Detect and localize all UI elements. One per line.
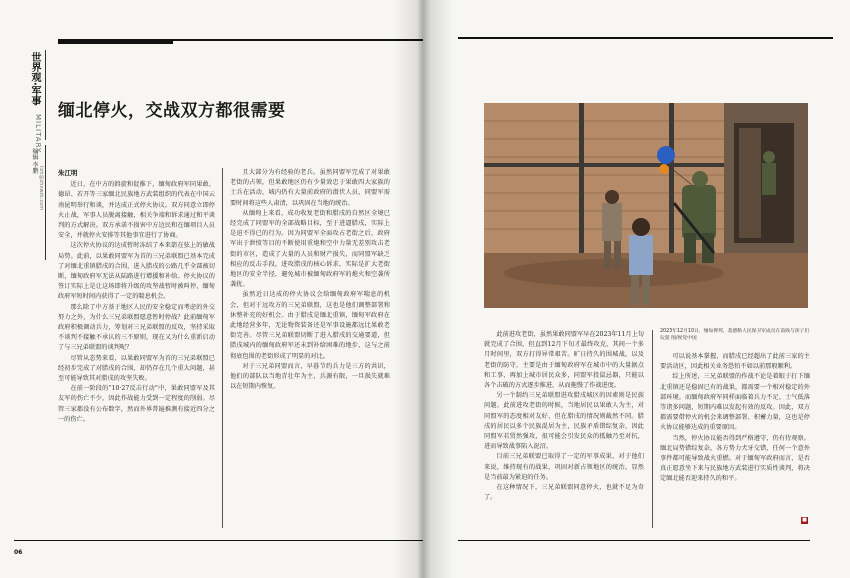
article-photo xyxy=(484,103,808,308)
col3-paragraphs xyxy=(484,330,644,503)
paragraph: 对于三兄弟同盟而言，早暮节约兵力是三方的共识，他们的部队以当地青壮年为主，兵源有限，一旦损失就难以在短期内恢复。 xyxy=(230,362,390,391)
col2-paragraphs xyxy=(230,168,390,392)
section-label-en: MILITARY xyxy=(34,114,42,154)
sidebar-divider-2 xyxy=(45,145,46,260)
page-number: 06 xyxy=(14,549,23,556)
paragraph: 近日，在中方的斡旋和促推下，缅甸政府军同果敢、德昂、若开等三家缅北民族地方武装组织的代表在中国云南昆明举行和谈，并达成正式停火协议。双方同意立即停火止战，军事人员脱离接触，相关争端和诉求通过和平谈判的方式解决。双方承诺不损害中方边民和在缅项目人员安全，并就停火安排等其他事宜进行了协商。 xyxy=(58,181,215,240)
section-label: 世界观·军事 xyxy=(29,52,40,106)
paragraph: 从缅甸上来看，成功收复老街和腊戌的自然区全境已经完成了同盟军的全部战略目标，至于进逼腊戌，实际上是迫不得已的行为。因为同盟军全面攻占老街之后，政府军出于泄愤等目的不断使用重炮和空中力量无差别攻击老街的市区，造成了大量的人员和财产损失，而同盟军缺乏相应的反击手段，进攻腊戌的核心诉求，实际是扩大老街地区的安全半径，避免城市被缅甸政府军的炮火和空袭所袭扰。 xyxy=(230,209,390,289)
photo-caption: 2023年12月10日，缅甸掸邦，基德勒人民保卫军成员在前线与孩子们玩耍 图/视觉中国 xyxy=(660,329,810,341)
text-column-3 xyxy=(484,330,644,530)
paragraph: 此前进攻老街，虽然果敢同盟军早在2023年11月上旬就完成了合围，但直到12月下旬才最终攻克，其间一个多月时间里，双方打得异常艰苦。旷日持久的围城战，以及老街的防守，主要是由于缅甸政府军在城市中的大量据点和工事，再加上城市居民众多，同盟军投鼠忌器，只能以各个击破的方式逐步推进，从而拖慢了作战进度。 xyxy=(484,331,644,390)
left-page xyxy=(0,0,423,578)
paragraph: 在这种情况下，三兄弟联盟同意停火，也就不足为奇了。 xyxy=(484,484,644,502)
top-rule-accent xyxy=(58,41,173,44)
text-column-2 xyxy=(230,168,390,528)
editor-credit xyxy=(30,148,44,211)
column-divider-right xyxy=(652,330,653,528)
article-end-mark: ■ xyxy=(802,517,807,523)
paragraph: 另一个制约三兄弟联盟进攻腊戌城区的因素则是民族问题。此前进攻老街的时候，当地居民以果敢人为主，对同盟军的态度相对友好，但在腊戌的情况则截然不同。腊戌的居民以多个民族混居为主，民族矛盾错综复杂，因此同盟军若贸然强攻，很可能会引发民众的抵触乃至对抗，进而导致战事陷入泥沼。 xyxy=(484,392,644,451)
paragraph: 目前三兄弟联盟已取得了一定的军事成果，对于他们来说，维持现有的战果，巩固对新占领地区的统治，显然是当前最为紧迫的任务。 xyxy=(484,453,644,481)
paragraph: 且大部分为有经验的老兵。虽然同盟军完成了对果敢老街的占领，但果敢地区仍有少量效忠于果敢四大家族的士兵在活动，城内仍有大量前政府的潜伏人员，同盟军需要时间将这些人肃清，以巩固在当地的统治。 xyxy=(230,169,390,207)
paragraph: 尽管从态势来看，以果敢同盟军为首的三兄弟联盟已经初步完成了对腊戌的合围，却仍存在几个重大问题，甚至可能导致其对腊戌的攻坚失败。 xyxy=(58,354,215,383)
section-sidebar xyxy=(28,52,44,154)
paragraph: 可以说基本掌握，而腊戌已经超出了此前三家的主要活动区，因此相关业务恐怕不如以前那般顺利。 xyxy=(660,353,810,371)
sidebar-divider xyxy=(45,50,46,140)
paragraph: 那么除了中方基于地区人民的安全稳定而考虑的外交努力之外，为什么三兄弟联盟愿意暂时停战？此前缅甸军政府积极调动兵力，筹划对三兄弟联盟的反攻，坚持采取不谈判不接触不承认的三不原则，现在又为什么重新启动了与三兄弟联盟的谈判呢？ xyxy=(58,303,215,352)
bottom-rule xyxy=(14,540,423,541)
editor-credit-email: lizh@zhxwzk.com xyxy=(38,166,44,211)
top-rule-right xyxy=(458,37,833,39)
paragraph: 在前一阶段的“10·27反击行动”中，果敢同盟军及其友军的伤亡不少，因此作战能力受到一定程度的削弱。尽管三家都没有公布数字，然而外界普遍推测有接近四分之一的伤亡。 xyxy=(58,385,215,423)
text-column-1 xyxy=(58,168,215,530)
editor-credit-label: 编辑 李鹏 xyxy=(31,148,38,174)
col4-paragraphs xyxy=(660,352,810,485)
paragraph: 综上所述，三兄弟联盟的作战不论是着眼于打下缅北重镇还是稳固已有的战果，都需要一个相对稳定的外部环境。而缅甸政府军同样面临着兵力不足、士气低落等诸多问题，短期内难以发起有效的反攻。因此，双方都需要借停火的机会来调整部署、积蓄力量，这也是停火协议能够达成的重要原因。 xyxy=(660,373,810,432)
bottom-rule-right xyxy=(458,540,810,541)
col1-paragraphs xyxy=(58,180,215,425)
paragraph: 当然，停火协议能否得到严格遵守，仍有待观察。缅北局势错综复杂，各方势力犬牙交错，任何一个意外事件都可能导致战火重燃。对于缅甸军政府而言，是否真正愿意坐下来与民族地方武装进行实质性谈判，将决定缅北能否迎来持久的和平。 xyxy=(660,434,810,483)
paragraph: 虽然近日达成的停火协议会给缅甸政府军喘息的机会，但对于远攻方的三兄弟联盟，这也是他们调整部署和休整补充的好机会。由于腊戌是缅北重镇，缅甸军政府在此地经营多年，无论物资装备还是军事设施都远比果敢老街完善。尽管三兄弟联盟切断了进入腊戌的交通要道，但腊戌城内的缅甸政府军还未到补给困难的地步，这与之前彻底包围的老街形成了明显的对比。 xyxy=(230,291,390,360)
author-name: 朱江明 xyxy=(58,169,78,177)
photo-illustration xyxy=(484,103,808,308)
text-column-4 xyxy=(660,352,810,527)
paragraph: 这次停火协议的达成暂时冻结了本来箭在弦上的敏战局势。此前，以果敢同盟军为首的三兄弟联盟已基本完成了对缅北重镇腊戌的合围，进入腊戌的公路几乎全部被切断，缅甸政府军无法从陆路进行增援和补给。停火协议的签订实际上是让这场即将升级的攻坚战暂时被叫停，缅甸政府军短时间内获得了一定的喘息机会。 xyxy=(58,242,215,301)
article-headline: 缅北停火，交战双方都很需要 xyxy=(58,101,286,121)
column-divider xyxy=(222,168,223,528)
